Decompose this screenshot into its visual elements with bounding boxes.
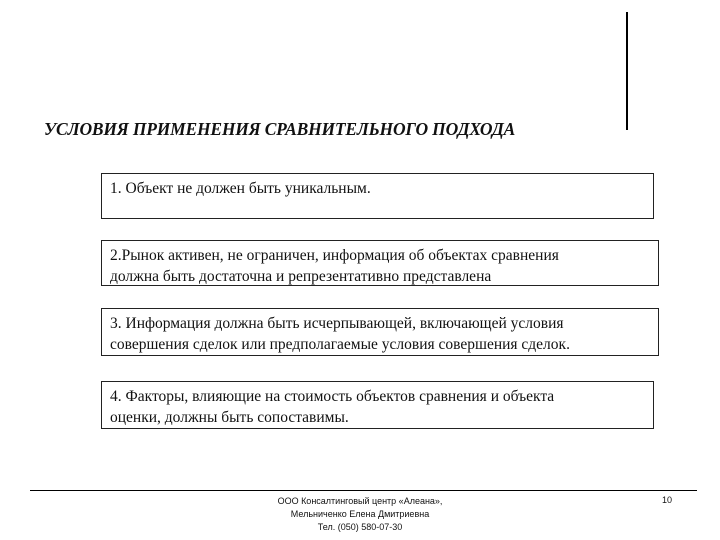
condition-4-line-1: 4. Факторы, влияющие на стоимость объектов сравнения и объекта — [110, 388, 555, 405]
condition-box-4 — [101, 381, 654, 429]
condition-box-3 — [101, 308, 659, 356]
condition-4-line-2: оценки, должны быть сопоставимы. — [110, 409, 349, 426]
slide-title: УСЛОВИЯ ПРИМЕНЕНИЯ СРАВНИТЕЛЬНОГО ПОДХОДА — [44, 119, 516, 139]
condition-1-line-1: 1. Объект не должен быть уникальным. — [110, 180, 371, 197]
page-number: 10 — [662, 495, 673, 505]
condition-2-line-1: 2.Рынок активен, не ограничен, информация об объектах сравнения — [110, 247, 559, 264]
condition-3-line-2: совершения сделок или предполагаемые условия совершения сделок. — [110, 336, 570, 353]
condition-3-line-1: 3. Информация должна быть исчерпывающей, включающей условия — [110, 315, 564, 332]
footer-credits — [230, 495, 490, 534]
condition-2-line-2: должна быть достаточна и репрезентативно представлена — [110, 268, 492, 285]
footer-divider — [30, 490, 697, 491]
condition-box-1 — [101, 173, 654, 219]
footer-person: Мельниченко Елена Дмитриевна — [290, 509, 430, 519]
condition-box-2 — [101, 240, 659, 286]
footer-phone: Тел. (050) 580-07-30 — [317, 522, 403, 532]
vertical-divider — [626, 12, 628, 130]
footer-company: ООО Консалтинговый центр «Алеана», — [277, 496, 443, 506]
